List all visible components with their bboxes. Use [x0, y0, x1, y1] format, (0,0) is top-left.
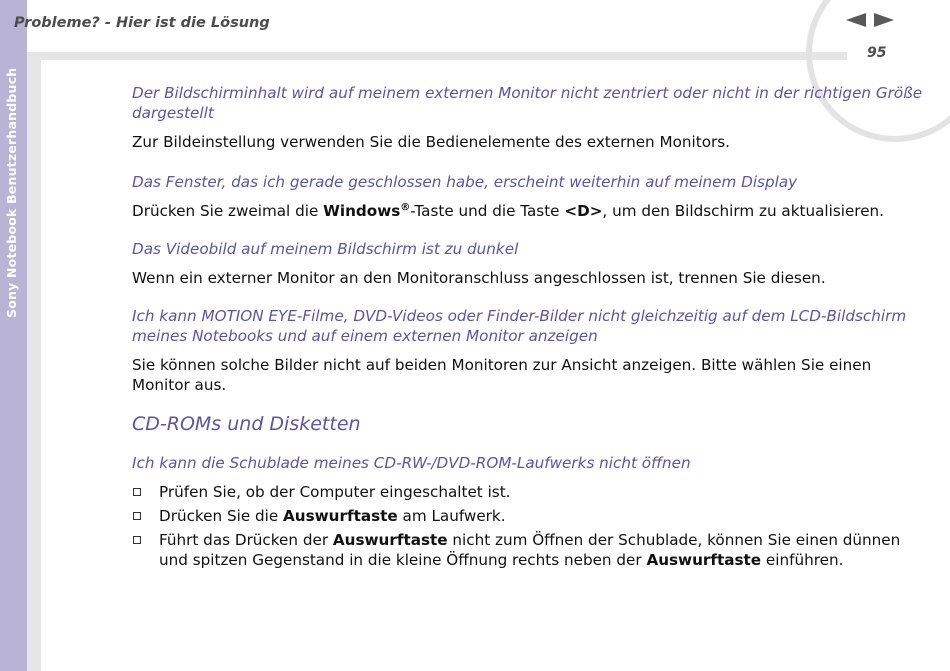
list-item: Prüfen Sie, ob der Computer eingeschaltet ist.	[132, 482, 932, 502]
page-navigation	[846, 13, 894, 27]
side-rule	[27, 52, 41, 671]
checkbox-bullet-icon	[133, 488, 141, 496]
side-band	[0, 0, 27, 671]
page-number: 95	[867, 45, 887, 61]
answer-text: Zur Bildeinstellung verwenden Sie die Bedienelemente des externen Monitors.	[132, 133, 730, 151]
list-item: Führt das Drücken der Auswurftaste nicht zum Öffnen der Schublade, können Sie einen dünnen und spitzen Gegenstand in die kleine Öffnung rechts neben der Auswurftaste einführen.	[132, 530, 932, 570]
answer-text: Wenn ein externer Monitor an den Monitoranschluss angeschlossen ist, trennen Sie diesen.	[132, 269, 826, 287]
question-heading: Ich kann MOTION EYE-Filme, DVD-Videos oder Finder-Bilder nicht gleichzeitig auf dem LCD-Bildschirm meines Notebooks und auf einem externen Monitor anzeigen	[132, 307, 907, 345]
page-header-title: Probleme? - Hier ist die Lösung	[14, 15, 270, 31]
left-arrow-icon[interactable]	[846, 13, 866, 27]
question-heading: Das Videobild auf meinem Bildschirm ist zu dunkel	[132, 240, 519, 258]
section-heading: CD-ROMs und Disketten	[132, 413, 361, 435]
checkbox-bullet-icon	[133, 512, 141, 520]
top-rule	[27, 52, 847, 60]
right-arrow-icon[interactable]	[874, 13, 894, 27]
question-heading: Das Fenster, das ich gerade geschlossen habe, erscheint weiterhin auf meinem Display	[132, 173, 798, 191]
question-heading: Ich kann die Schublade meines CD-RW-/DVD-ROM-Laufwerks nicht öffnen	[132, 454, 691, 472]
troubleshooting-list	[132, 482, 932, 570]
main-content	[132, 83, 932, 570]
checkbox-bullet-icon	[133, 536, 141, 544]
answer-text: Sie können solche Bilder nicht auf beiden Monitoren zur Ansicht anzeigen. Bitte wählen Sie einen Monitor aus.	[132, 356, 872, 394]
list-item: Drücken Sie die Auswurftaste am Laufwerk.	[132, 506, 932, 526]
vertical-manual-title: Sony Notebook Benutzerhandbuch	[4, 67, 19, 318]
question-heading: Der Bildschirminhalt wird auf meinem externen Monitor nicht zentriert oder nicht in der richtigen Größe dargestellt	[132, 84, 923, 122]
answer-text: Drücken Sie zweimal die Windows®-Taste und die Taste <D>, um den Bildschirm zu aktualisieren.	[132, 201, 885, 220]
